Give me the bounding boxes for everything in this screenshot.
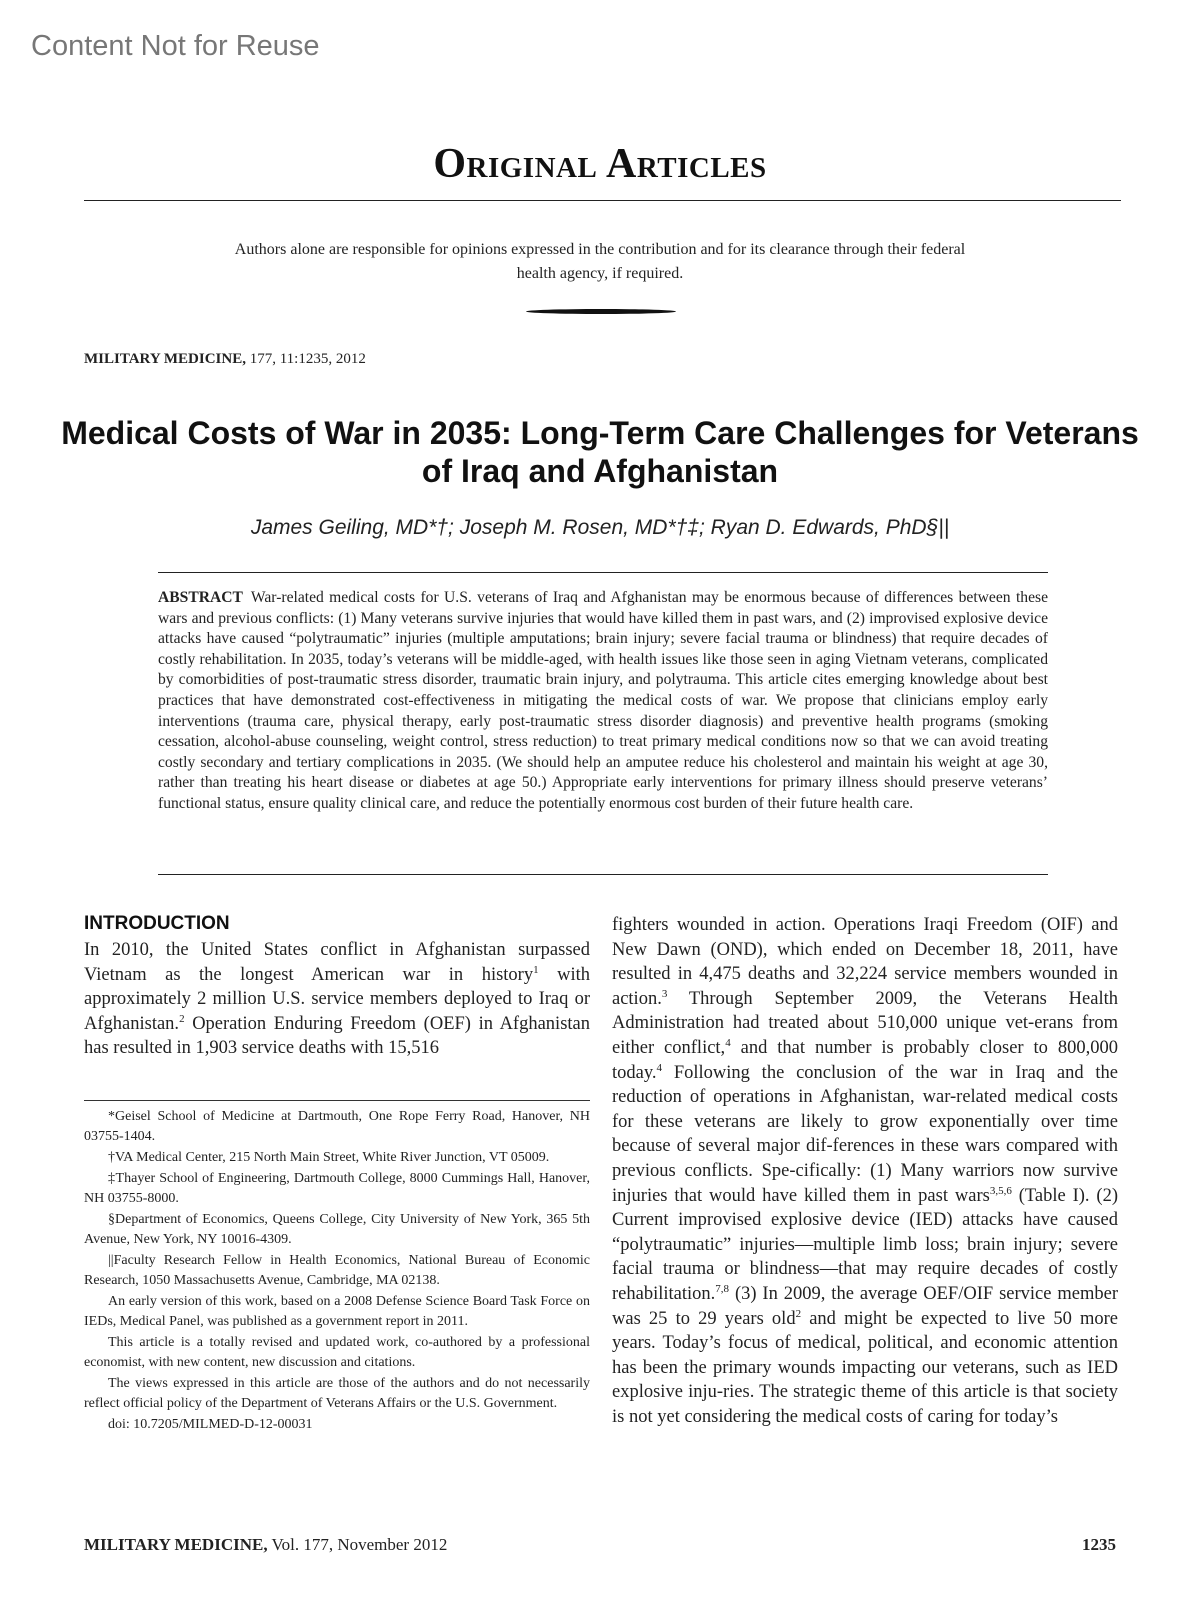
footnote: The views expressed in this article are those of the authors and do not necessarily reflect official policy of the Department of Veterans Affairs or the U.S. Government. — [84, 1376, 590, 1411]
abstract-text: War-related medical costs for U.S. veterans of Iraq and Afghanistan may be enormous because of differences between these wars and previous conflicts: (1) Many veterans survive injuries that would have killed them in past wars, and (2) improvised explosive device attacks have caused “polytraumatic” injuries (multiple amputations; brain injury; severe facial trauma or blindness) that require decades of costly rehabilitation. In 2035, today’s veterans will be middle-aged, with health issues like those seen in aging Vietnam veterans, complicated by comorbidities of post-traumatic stress disorder, traumatic brain injury, and polytrauma. This article cites emerging knowledge about best practices that have demonstrated cost-effectiveness in mitigating the medical costs of war. We propose that clinicians employ early interventions (trauma care, physical therapy, early post-traumatic stress disorder diagnosis) and preventive health programs (smoking cessation, alcohol-abuse counseling, weight control, stress reduction) to treat primary medical conditions now so that we can avoid treating costly secondary and tertiary complications in 2035. (We should help an amputee reduce his cholesterol and maintain his weight at age 30, rather than treating his heart disease or diabetes at age 50.) Appropriate early interventions for primary illness should preserve veterans’ functional status, ensure quality clinical care, and reduce the potentially enormous cost burden of their future health care. — [158, 589, 1048, 812]
text-run: In 2010, the United States conflict in Afghanistan surpassed Vietnam as the longest American war in history — [84, 940, 590, 985]
text-run: Operation Enduring Freedom (OEF) in Afghanistan has resulted in 1,903 service deaths with 15,516 — [84, 1013, 590, 1059]
watermark: Content Not for Reuse — [31, 30, 320, 62]
intro-right-column — [612, 913, 1118, 1429]
footer-issue: Vol. 177, November 2012 — [267, 1535, 448, 1554]
footnote: §Department of Economics, Queens College, City University of New York, 365 5th Avenue, New York, NY 10016-4309. — [84, 1212, 590, 1247]
footnotes — [84, 1107, 590, 1436]
footnote-doi: doi: 10.7205/MILMED-D-12-00031 — [108, 1417, 313, 1432]
article-title: Medical Costs of War in 2035: Long-Term Care Challenges for Veterans of Iraq and Afghanistan — [61, 415, 1139, 489]
footnote: *Geisel School of Medicine at Dartmouth, One Rope Ferry Road, Hanover, NH 03755-1404. — [84, 1109, 590, 1144]
text-run: fighters wounded in action. Operations Iraqi Freedom (OIF) and New Dawn (OND), which ended on December 18, 2011, have resulted in 4,475 deaths and 32,224 service members wounded in action. — [612, 915, 1118, 1009]
text-run: Through September 2009, the Veterans Health Administration had treated about 510,000 unique vet-erans from either conflict, — [612, 988, 1118, 1058]
disclaimer: Authors alone are responsible for opinions expressed in the contribution and for its clearance through their federal health agency, if required. — [234, 241, 966, 282]
text-run: with approximately 2 million U.S. service members deployed to Iraq or Afghanistan. — [84, 964, 591, 1034]
text-run: and might be expected to live 50 more years. Today’s focus of medical, political, and economic attention has been the primary wounds impacting our veterans, such as IED explosive inju-ries. The strategic theme of this article is that society is not yet considering the medical costs of caring for today’s — [612, 1308, 1118, 1427]
ref-superscript: 2 — [795, 1307, 802, 1320]
ref-superscript: 1 — [533, 963, 539, 976]
citation-details: 177, 11:1235, 2012 — [245, 351, 366, 367]
footer-journal-info — [84, 1535, 447, 1555]
intro-paragraph-left — [84, 938, 590, 1061]
footnote: ||Faculty Research Fellow in Health Economics, National Bureau of Economic Research, 1050 Massachusetts Avenue, Cambridge, MA 02138. — [84, 1253, 590, 1288]
footnote: An early version of this work, based on a 2008 Defense Science Board Task Force on IEDs, Medical Panel, was published as a government report in 2011. — [84, 1294, 590, 1329]
citation-journal: MILITARY MEDICINE, — [84, 351, 246, 367]
abstract-bottom-rule — [158, 874, 1048, 875]
ref-superscript: 3 — [661, 987, 668, 1000]
footer-journal: MILITARY MEDICINE, — [84, 1535, 268, 1554]
text-run: Following the conclusion of the war in Iraq and the reduction of operations in Afghanistan, war-related medical costs for these veterans are likely to grow exponentially over time because of several major dif-ferences in these wars compared with previous conflicts. Spe-cifically: (1) Many warriors now survive injuries that would have killed them in past wars — [612, 1062, 1118, 1206]
introduction-heading: INTRODUCTION — [84, 913, 230, 934]
citation — [84, 351, 366, 368]
top-divider — [84, 200, 1121, 201]
ref-superscript: 2 — [179, 1012, 185, 1025]
intro-left-column — [84, 938, 590, 1061]
page-number: 1235 — [1082, 1535, 1116, 1554]
ref-superscript: 4 — [725, 1036, 731, 1049]
article-authors: James Geiling, MD*†; Joseph M. Rosen, MD*†‡; Ryan D. Edwards, PhD§|| — [250, 516, 950, 539]
footnote: This article is a totally revised and updated work, co-authored by a professional economist, with new content, new discussion and citations. — [84, 1335, 590, 1370]
intro-paragraph-right — [612, 913, 1118, 1429]
ref-superscript: 7,8 — [715, 1282, 730, 1295]
text-run: (3) In 2009, the average OEF/OIF service member was 25 to 29 years old — [612, 1283, 1118, 1329]
footnote: †VA Medical Center, 215 North Main Street, White River Junction, VT 05009. — [108, 1150, 550, 1165]
ornament-divider — [526, 309, 676, 314]
ref-superscript: 4 — [656, 1061, 663, 1074]
footnote-rule — [84, 1100, 590, 1101]
text-run: (Table I). (2) Current improvised explosive device (IED) attacks have caused “polytraumatic” injuries—multiple limb loss; brain injury; severe facial trauma or blindness—that may require decades of costly rehabilitation. — [612, 1185, 1118, 1304]
abstract — [158, 588, 1048, 815]
abstract-label: ABSTRACT — [158, 589, 243, 606]
abstract-top-rule — [158, 572, 1048, 573]
section-title: Original Articles — [433, 141, 767, 187]
ref-superscript: 3,5,6 — [989, 1184, 1012, 1197]
footnote: ‡Thayer School of Engineering, Dartmouth College, 8000 Cummings Hall, Hanover, NH 03755-8000. — [84, 1171, 590, 1206]
text-run: and that number is probably closer to 800,000 today. — [612, 1037, 1118, 1083]
